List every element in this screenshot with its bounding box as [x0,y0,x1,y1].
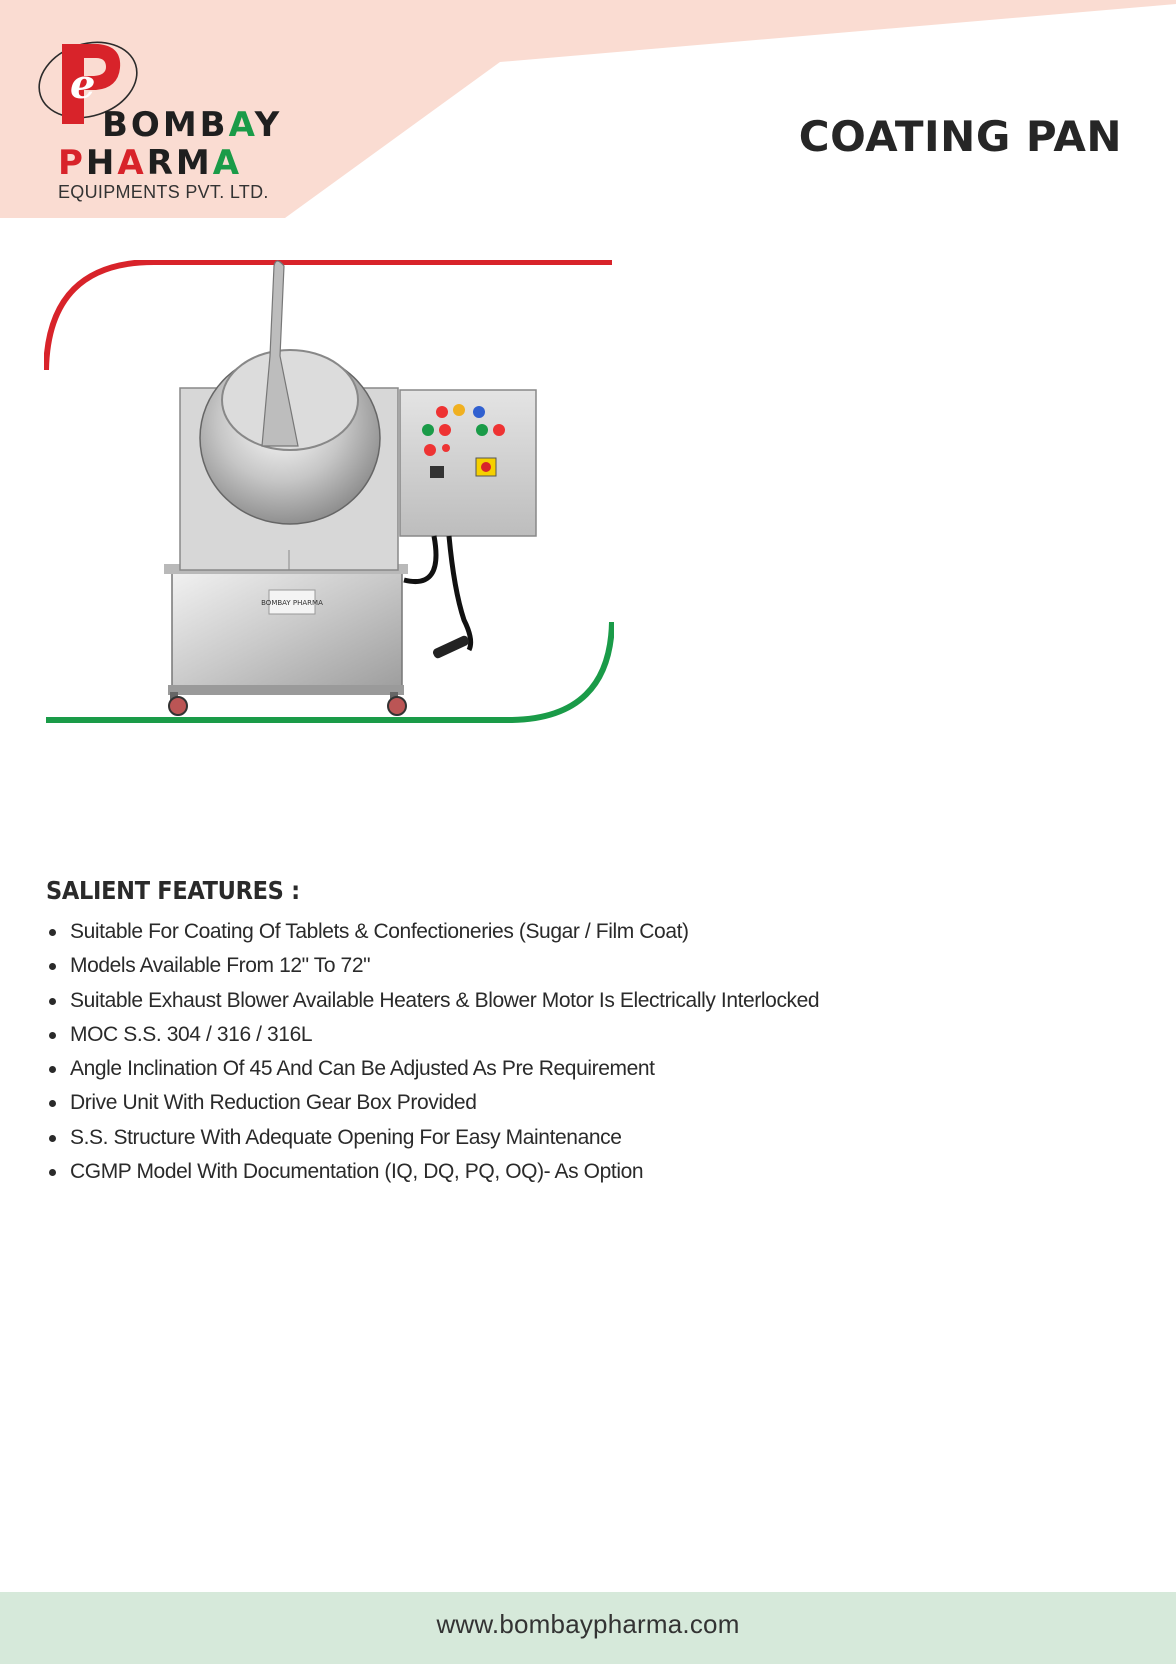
coating-pan-machine-icon [44,260,614,726]
footer-bar [0,1592,1176,1664]
feature-item: Suitable For Coating Of Tablets & Confectioneries (Sugar / Film Coat) [46,915,946,949]
feature-item: S.S. Structure With Adequate Opening For Easy Maintenance [46,1121,946,1155]
company-logo [36,36,296,206]
feature-item: Models Available From 12" To 72" [46,949,946,983]
features-list [46,915,946,1189]
features-heading: SALIENT FEATURES : [46,876,300,905]
machine-plate-label: BOMBAY PHARMA [261,599,323,607]
logo-subtitle: EQUIPMENTS PVT. LTD. [58,182,269,202]
logo-word-bombay: BOMBAY [102,105,283,145]
logo-letter: e [70,61,96,108]
logo-word-pharma: PHARMA [58,143,243,183]
feature-item: Suitable Exhaust Blower Available Heaters & Blower Motor Is Electrically Interlocked [46,984,946,1018]
product-photo-frame [44,260,614,726]
page-title: COATING PAN [798,112,1122,161]
feature-item: Drive Unit With Reduction Gear Box Provided [46,1086,946,1120]
website-link[interactable]: www.bombaypharma.com [436,1609,740,1639]
feature-item: Angle Inclination Of 45 And Can Be Adjusted As Pre Requirement [46,1052,946,1086]
feature-item: CGMP Model With Documentation (IQ, DQ, PQ, OQ)- As Option [46,1155,946,1189]
salient-features-section [46,876,946,1189]
feature-item: MOC S.S. 304 / 316 / 316L [46,1018,946,1052]
